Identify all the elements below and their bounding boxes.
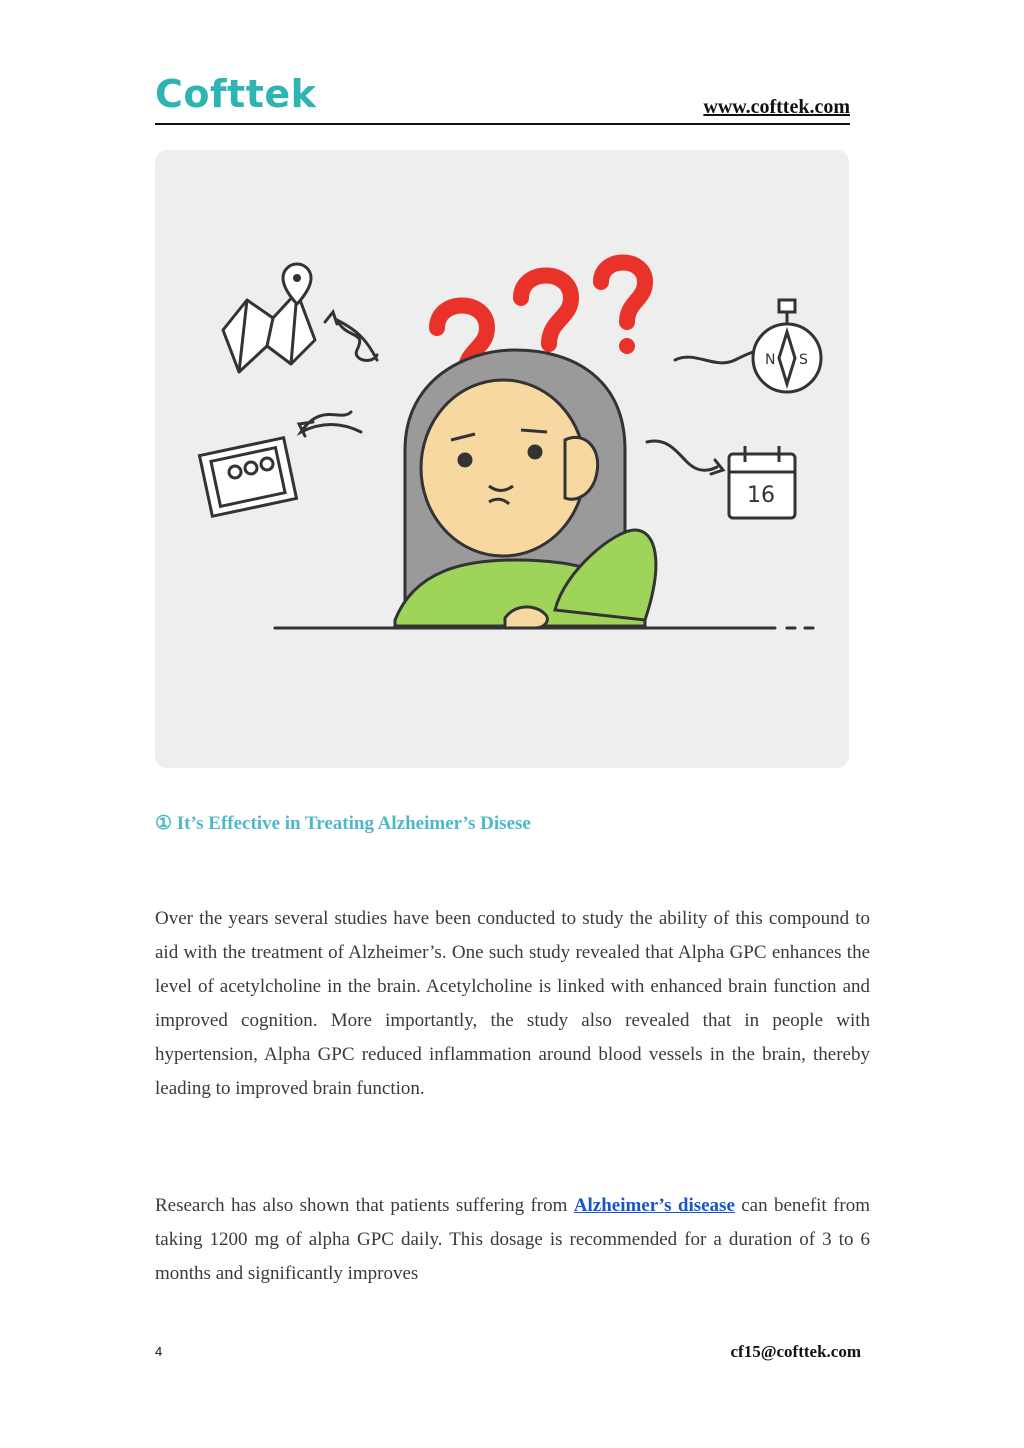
calendar-number: 16 bbox=[747, 483, 775, 508]
page-number: 4 bbox=[155, 1344, 163, 1359]
paragraph-2 bbox=[155, 1189, 870, 1291]
section-heading: ① It’s Effective in Treating Alzheimer’s Disese bbox=[155, 813, 531, 834]
compass-letter-s: S bbox=[799, 352, 808, 368]
paragraph-2-text-before: Research has also shown that patients suffering from bbox=[155, 1195, 574, 1216]
cofttek-logo bbox=[155, 72, 316, 116]
paragraph-1: Over the years several studies have been conducted to study the ability of this compound to aid with the treatment of Alzheimer’s. One such study revealed that Alpha GPC enhances the level of acetylcholine in the brain. Acetylcholine is linked with enhanced brain function and improved cognition. More importantly, the study also revealed that in people with hypertension, Alpha GPC reduced inflammation around blood vessels in the brain, thereby leading to improved brain function. bbox=[155, 908, 870, 1099]
photo-frame-icon bbox=[199, 438, 296, 517]
paragraph-2-text-after: can benefit from taking 1200 mg of alpha GPC daily. This dosage is recommended for a duration of 3 to 6 months and significantly improves bbox=[155, 1195, 870, 1284]
face bbox=[421, 380, 585, 556]
site-url-link[interactable]: www.cofttek.com bbox=[703, 96, 850, 118]
logo-text: Cofttek bbox=[155, 72, 317, 116]
contact-email: cf15@cofttek.com bbox=[730, 1342, 861, 1361]
compass-letter-n: N bbox=[765, 352, 776, 368]
alzheimers-disease-link[interactable]: Alzheimer’s disease bbox=[573, 1195, 735, 1216]
illustration-confused-elderly-woman bbox=[155, 150, 849, 768]
page-header bbox=[155, 68, 850, 125]
compass-icon bbox=[753, 300, 821, 392]
map-icon bbox=[223, 264, 315, 372]
calendar-icon bbox=[729, 446, 795, 518]
